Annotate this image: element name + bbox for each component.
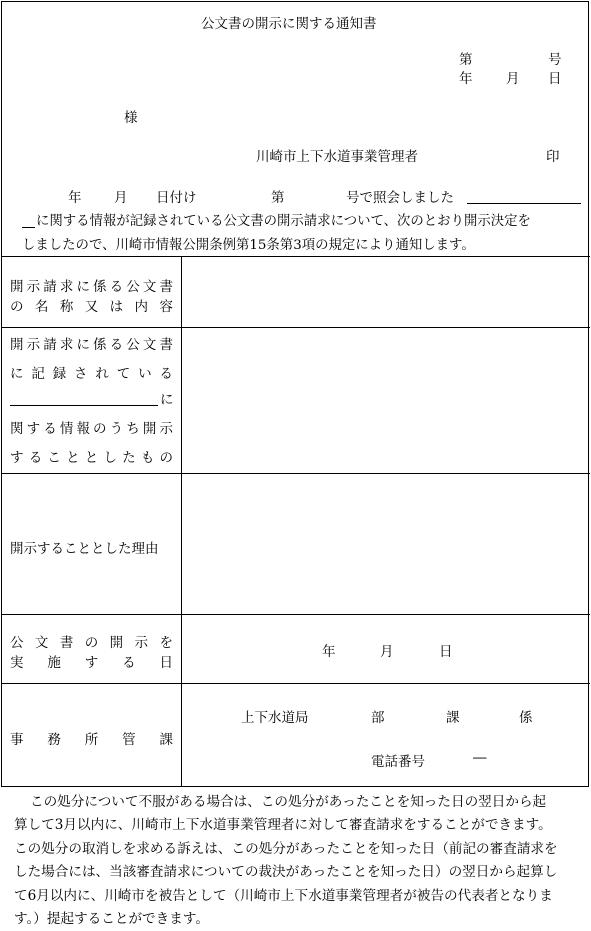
label-char: る — [122, 655, 136, 671]
label-char: と — [66, 450, 80, 466]
label-char: も — [140, 450, 155, 466]
appeal-note-line: 算して3月以内に、川崎市上下水道事業管理者に対して審査請求をすることができます。 — [14, 817, 552, 834]
label-char: 記 — [31, 366, 45, 382]
label-char: 日 — [159, 655, 173, 671]
label-char: 称 — [59, 299, 74, 315]
implementation-year: 年 — [322, 644, 336, 660]
subject-blank-line-1 — [467, 203, 581, 204]
label-char: 求 — [59, 279, 74, 295]
label-char: る — [28, 450, 43, 466]
row4-label-line1 — [10, 631, 173, 651]
label-char: ち — [126, 421, 140, 437]
body-line-2: に関する情報が記録されている公文書の開示請求について、次のとおり開示決定を — [36, 214, 531, 229]
row2-label-line4 — [10, 417, 173, 437]
document-date-month: 月 — [506, 71, 520, 87]
label-char: れ — [95, 366, 109, 382]
label-char: 容 — [159, 299, 173, 315]
phone-dash: ― — [473, 750, 487, 766]
label-char: し — [103, 450, 117, 466]
label-char: 又 — [84, 299, 99, 315]
label-char: さ — [74, 366, 88, 382]
label-char: と — [84, 450, 99, 466]
label-char: 示 — [134, 635, 149, 651]
subject-blank-line-2 — [22, 227, 35, 228]
label-char: 関 — [10, 421, 24, 437]
issuer-name: 川崎市上下水道事業管理者 — [256, 149, 418, 165]
label-char: 書 — [159, 337, 173, 353]
label-char: 示 — [26, 279, 41, 295]
label-char: る — [109, 279, 124, 295]
label-char: す — [84, 655, 99, 671]
document-number-prefix: 第 — [459, 52, 473, 68]
label-char: 名 — [34, 299, 49, 315]
office-department: 部 — [371, 710, 385, 726]
row2-label-line5 — [10, 446, 173, 466]
appeal-note-line: この処分の取消しを求める訴えは、この処分があったことを知った日（前記の審査請求を — [14, 840, 558, 857]
addressee-honorific: 様 — [124, 110, 138, 126]
label-char: 書 — [159, 279, 173, 295]
label-char: 事 — [10, 732, 24, 748]
implementation-day: 日 — [439, 644, 453, 660]
appeal-note-line: す。）提起することができます。 — [14, 911, 209, 928]
label-char: に — [10, 366, 24, 382]
row3-bottom-border — [1, 614, 590, 615]
label-char: た — [122, 450, 136, 466]
row4-label-line2 — [10, 651, 173, 671]
label-char: 文 — [142, 279, 157, 295]
row5-label — [10, 728, 173, 748]
row4-bottom-border — [1, 683, 590, 684]
label-char: 開 — [10, 279, 24, 295]
label-char: 公 — [126, 279, 140, 295]
row2-label-line3: に — [160, 392, 174, 408]
appeal-note — [14, 791, 586, 931]
label-char: す — [26, 421, 41, 437]
row2-blank-line — [10, 405, 158, 406]
label-char: 開 — [142, 421, 157, 437]
label-char: の — [159, 450, 173, 466]
label-char: て — [116, 366, 131, 382]
label-char: の — [10, 299, 24, 315]
label-char: 求 — [59, 337, 74, 353]
label-char: の — [93, 421, 107, 437]
label-char: 開 — [10, 337, 24, 353]
label-char: 文 — [34, 635, 49, 651]
label-char: は — [109, 299, 124, 315]
row1-label-line2 — [10, 295, 173, 315]
label-char: 公 — [126, 337, 140, 353]
reference-suffix: 号で照会しました — [346, 190, 454, 206]
body-line-3: しましたので、川崎市情報公開条例第15条第3項の規定により通知します。 — [22, 238, 475, 253]
reference-dated: 日付け — [156, 190, 197, 206]
table-top-border — [1, 256, 590, 257]
label-char: 示 — [159, 421, 173, 437]
label-char: 施 — [47, 655, 61, 671]
label-char: 請 — [43, 279, 57, 295]
table-column-divider — [181, 256, 182, 787]
document-number-suffix: 号 — [548, 52, 562, 68]
label-char: 文 — [142, 337, 157, 353]
row1-label-line1 — [10, 275, 173, 295]
label-char: 内 — [134, 299, 149, 315]
phone-label: 電話番号 — [371, 754, 425, 770]
office-unit: 係 — [519, 710, 533, 726]
label-char: 情 — [59, 421, 74, 437]
label-char: こ — [47, 450, 61, 466]
label-char: る — [159, 366, 173, 382]
label-char: を — [159, 635, 173, 651]
row2-label-line2 — [10, 362, 173, 382]
label-char: す — [10, 450, 24, 466]
label-char: 録 — [52, 366, 67, 382]
label-char: 示 — [26, 337, 41, 353]
row1-bottom-border — [1, 327, 590, 328]
reference-number-prefix: 第 — [271, 190, 285, 206]
label-char: に — [76, 337, 90, 353]
reference-year: 年 — [68, 190, 82, 206]
row3-label: 開示することとした理由 — [10, 541, 159, 557]
label-char: 務 — [47, 732, 61, 748]
label-char: 係 — [93, 279, 107, 295]
document-title: 公文書の開示に関する通知書 — [201, 16, 377, 32]
seal-mark: 印 — [546, 149, 560, 165]
row2-bottom-border — [1, 473, 590, 474]
office-bureau: 上下水道局 — [241, 710, 309, 726]
label-char: る — [109, 337, 124, 353]
appeal-note-line: した場合には、当該審査請求についての裁決があったことを知った日）の翌日から起算し — [14, 864, 558, 881]
row2-label-line1 — [10, 333, 173, 353]
label-char: 公 — [10, 635, 24, 651]
label-char: に — [76, 279, 90, 295]
label-char: 係 — [93, 337, 107, 353]
label-char: の — [84, 635, 99, 651]
implementation-month: 月 — [380, 644, 394, 660]
appeal-note-line: この処分について不服がある場合は、この処分があったことを知った日の翌日から起 — [30, 794, 547, 810]
document-date-year: 年 — [459, 71, 473, 87]
label-char: う — [109, 421, 124, 437]
label-char: い — [138, 366, 152, 382]
label-char: 報 — [76, 421, 90, 437]
label-char: 開 — [109, 635, 124, 651]
document-date-day: 日 — [548, 71, 562, 87]
label-char: 書 — [59, 635, 74, 651]
label-char: 所 — [84, 732, 99, 748]
label-char: 請 — [43, 337, 57, 353]
appeal-note-line: て6月以内に、川崎市を被告として（川崎市上下水道事業管理者が被告の代表者となりま — [14, 887, 553, 904]
office-section: 課 — [446, 710, 460, 726]
label-char: る — [43, 421, 57, 437]
label-char: 課 — [159, 732, 173, 748]
reference-month: 月 — [114, 190, 128, 206]
label-char: 実 — [10, 655, 24, 671]
label-char: 管 — [122, 732, 136, 748]
